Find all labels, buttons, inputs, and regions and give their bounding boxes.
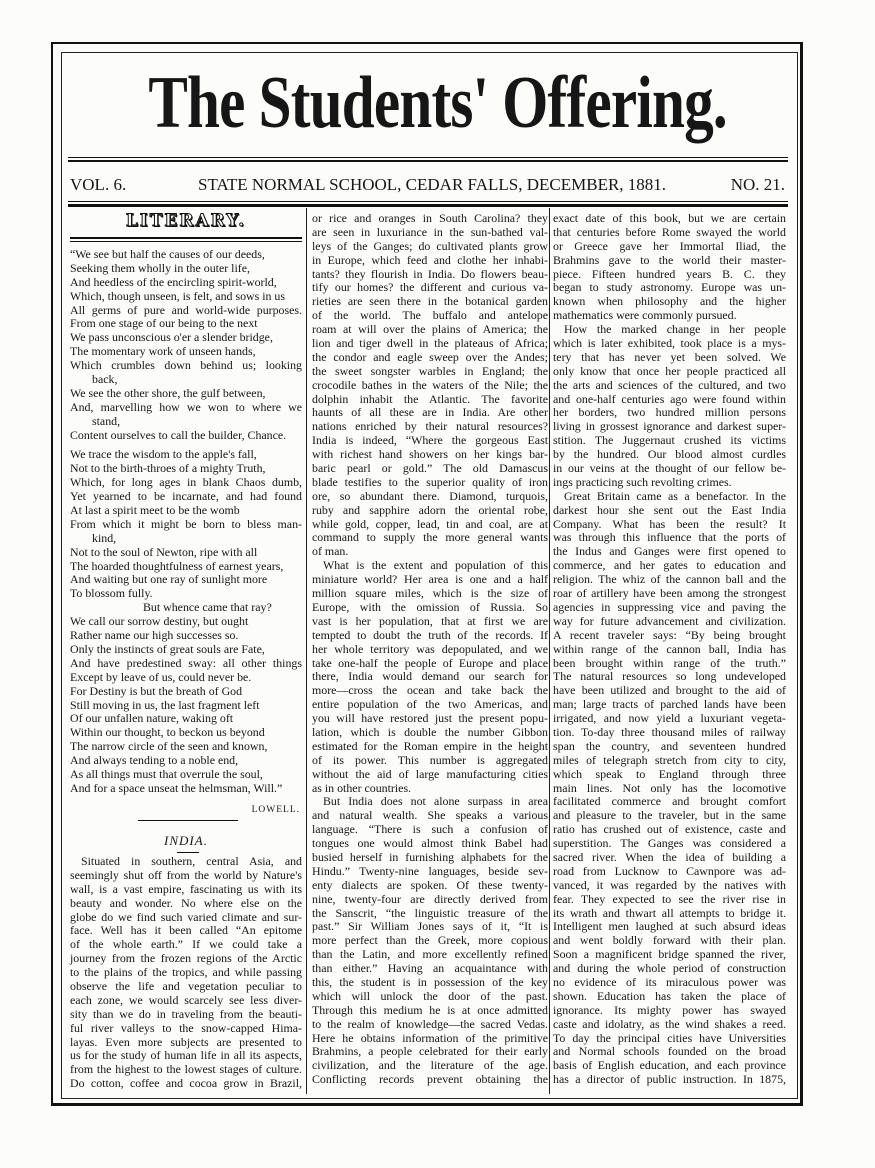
- poem-line: And always tending to a noble end,: [70, 753, 239, 768]
- text-line: vast is her population, that at first we are: [312, 613, 548, 628]
- poem-line: Content ourselves to call the builder, Chance.: [70, 427, 287, 442]
- text-line: living in grossest ignorance and darkest super-: [553, 419, 786, 434]
- text-line: India is indeed, “Where the gorgeous East: [312, 433, 548, 448]
- text-line: seemingly shut off from the world by Nature's: [70, 867, 302, 882]
- poem-line: Seeking them wholly in the outer life,: [70, 260, 250, 275]
- text-line: ratio has crushed out of existence, caste and: [553, 822, 786, 837]
- poem-line: From one stage of our being to the next: [70, 316, 258, 331]
- text-line: Brahmins, a people celebrated for their early: [312, 1044, 548, 1059]
- text-line: you will have restored just the present popu-: [312, 711, 548, 726]
- text-line: and one-half centuries ago were found within: [553, 391, 786, 406]
- section-separator: [138, 820, 238, 821]
- heading-rule-thick: [70, 237, 302, 239]
- text-line: which is later exhibited, took place is a mys-: [553, 336, 786, 351]
- text-line: was through this influence that the ports of: [553, 530, 786, 545]
- text-line: beauty and wonder. No where else on the: [70, 895, 302, 910]
- text-line: road from Lucknow to Cawnpore was ad-: [553, 863, 786, 878]
- poem-line: At last a spirit meet to be the womb: [70, 503, 240, 518]
- article-column-2: [312, 212, 548, 1087]
- poem-line: “We see but half the causes of our deeds,: [70, 247, 265, 261]
- text-line: ignorance. Its mighty power has swayed: [553, 1002, 786, 1017]
- poem-line: stand,: [92, 413, 121, 428]
- text-line: of the world. The buffalo and antelope: [312, 308, 548, 323]
- text-line: ful river valleys to the snow-capped Hima-: [70, 1020, 302, 1035]
- article-column-1: [70, 855, 302, 1091]
- poem-line: And for a space unseat the helmsman, Will.”: [70, 780, 283, 795]
- text-line: vanced, it was regarded by the natives with: [553, 877, 786, 892]
- text-line: enty dialects are spoken. Of these twenty-: [312, 877, 548, 892]
- poem-stanza: [70, 248, 302, 442]
- text-line: which will unlock the door of the past.: [312, 988, 548, 1003]
- poem-line: We see the other shore, the gulf between,: [70, 385, 266, 400]
- poem-line: From which it might be born to bless man-: [70, 516, 302, 531]
- text-line: of man.: [312, 544, 349, 559]
- text-line: caste and idolatry, as the wind shakes a reed.: [553, 1016, 786, 1031]
- text-line: miniature world? Her area is one and a half: [312, 572, 548, 587]
- text-line: exact date of this book, but we are certain: [553, 211, 786, 225]
- poem-line: Not to the birth-throes of a mighty Truth,: [70, 461, 266, 476]
- text-line: than either.” Having an acquaintance with: [312, 961, 548, 976]
- text-line: baric pearl or gold.” The old Damascus: [312, 461, 548, 476]
- text-line: more—cross the ocean and take back the: [312, 683, 548, 698]
- poem-line: Still moving in us, the last fragment left: [70, 697, 260, 712]
- poem-line: The narrow circle of the seen and known,: [70, 739, 268, 754]
- text-line: rieties are seen there in the botanical garden: [312, 294, 548, 309]
- poem-line: And heedless of the encircling spirit-world,: [70, 274, 277, 289]
- text-line: The natural resources so long undeveloped: [553, 669, 786, 684]
- text-line: this, the student is in possession of the key: [312, 974, 548, 989]
- text-line: or Greece gave her Immortal Iliad, the: [553, 238, 786, 253]
- text-line: and went boldly forward with their plan.: [553, 933, 786, 948]
- poem-line: Within our thought, to beckon us beyond: [70, 725, 265, 740]
- text-line: religion. The whiz of the cannon ball and the: [553, 572, 786, 587]
- text-line: ings practicing such revolting crimes.: [553, 474, 732, 489]
- text-line: busied herself in furnishing alphabets for the: [312, 849, 548, 864]
- poem-line: The momentary work of unseen hands,: [70, 344, 256, 359]
- text-line: stition. The Juggernaut crushed its victims: [553, 433, 786, 448]
- text-line: tants? they flourish in India. Do flowers beau-: [312, 266, 548, 281]
- text-line: darkest hour she sent out the East India: [553, 502, 786, 517]
- text-line: To day the principal cities have Universities: [553, 1030, 786, 1045]
- poem-line: For Destiny is but the breath of God: [70, 683, 243, 698]
- poem-line: We pass unconscious o'er a slender bridge,: [70, 330, 273, 345]
- text-line: the sweet songster warbles in England; the: [312, 363, 548, 378]
- text-line: Through this medium he is at once admitted: [312, 1002, 548, 1017]
- masthead-rule-top-thick: [68, 160, 788, 162]
- text-line: of its power. This number is aggregated: [312, 752, 548, 767]
- text-line: estimated for the Roman empire in the height: [312, 738, 548, 753]
- text-line: sity than we do in traveling from the beauti-: [70, 1006, 302, 1021]
- text-line: from the highest to the lowest stages of culture.: [70, 1062, 302, 1077]
- text-line: began to study astronomy. Europe was un-: [553, 280, 786, 295]
- paragraph: [312, 212, 548, 559]
- poem-line: To blossom fully.: [70, 586, 153, 601]
- text-line: A recent traveler says: “By being brought: [553, 627, 786, 642]
- paragraph: [312, 795, 548, 1087]
- heading-rule-thin: [70, 241, 302, 242]
- masthead-rule-top-thin: [68, 157, 788, 158]
- text-line: globe do we find such varied climate and sur-: [70, 909, 302, 924]
- text-line: in our veins at the thought of our fellow be-: [553, 461, 786, 476]
- article-title-india: INDIA.: [164, 833, 208, 848]
- text-line: observe the life and vegetation peculiar to: [70, 979, 302, 994]
- text-line: or rice and oranges in South Carolina? they: [312, 211, 548, 225]
- text-line: take one-half the people of Europe and place: [312, 655, 548, 670]
- text-line: have been utilized and brought to the aid of: [553, 683, 786, 698]
- text-line: Hindu.” Twenty-nine languages, beside sev-: [312, 863, 548, 878]
- text-line: tion. To-day three thousand miles of railway: [553, 724, 786, 739]
- poem-line: kind,: [92, 530, 117, 545]
- text-line: piece. Fifteen hundred years B. C. they: [553, 266, 786, 281]
- text-line: which speak to England through three: [553, 766, 786, 781]
- poem-author: LOWELL.: [251, 805, 300, 815]
- text-line: to the realm of knowledge—the sacred Vedas.: [312, 1016, 548, 1031]
- poem-line: All germs of pure and world-wide purposes.: [70, 302, 302, 317]
- text-line: and natural wealth. She speaks a various: [312, 808, 548, 823]
- text-line: Here he obtains information of the primitive: [312, 1030, 548, 1045]
- volume-label: VOL. 6.: [70, 175, 127, 194]
- text-line: tempted to doubt the truth of the records. If: [312, 627, 548, 642]
- text-line: fear. They expected to see the river rise in: [553, 891, 786, 906]
- text-line: haunts of all these are in India. Are other: [312, 405, 548, 420]
- text-line: as in other countries.: [312, 780, 412, 795]
- poem-line: And waiting but one ray of sunlight more: [70, 572, 268, 587]
- text-line: with richest hand showers on her kings bar-: [312, 447, 548, 462]
- text-line: ore, so abundant there. Diamond, turquois,: [312, 488, 548, 503]
- text-line: miles of telegraph stretch from city to city,: [553, 752, 786, 767]
- poem-line: But whence came that ray?: [143, 600, 272, 615]
- text-line: in Europe, which feed and clothe her inhabi-: [312, 252, 548, 267]
- text-line: But India does not alone surpass in area: [323, 794, 548, 809]
- text-line: the arts and sciences of the cultured, and two: [553, 377, 786, 392]
- column-divider: [306, 208, 307, 1094]
- text-line: within range of the cannon ball, India has: [553, 641, 786, 656]
- text-line: nations enriched by their natural resources?: [312, 419, 548, 434]
- newspaper-title: The Students' Offering.: [148, 62, 727, 144]
- text-line: journey from the frozen regions of the Arctic: [70, 951, 302, 966]
- title-underline: [177, 852, 199, 853]
- text-line: command to supply the more general wants: [312, 530, 548, 545]
- text-line: by the hundred. Our blood almost curdles: [553, 447, 786, 462]
- paragraph: [312, 559, 548, 795]
- masthead-rule-bottom-thin: [68, 201, 788, 202]
- text-line: the Indus and Ganges were first opened to: [553, 544, 786, 559]
- text-line: to the plains of the tropics, and while passing: [70, 965, 302, 980]
- text-line: lation, which is double the number Gibbon: [312, 724, 548, 739]
- text-line: the condor and eagle sweep over the Andes;: [312, 349, 548, 364]
- text-line: has a director of public instruction. In 1875,: [553, 1072, 786, 1087]
- text-line: Do cotton, coffee and cocoa grow in Brazil,: [70, 1076, 302, 1091]
- text-line: shown. Education has taken the place of: [553, 988, 786, 1003]
- text-line: mathematics were commonly pursued.: [553, 308, 737, 323]
- text-line: Company. What has been the result? It: [553, 516, 786, 531]
- text-line: leys of the Ganges; do cultivated plants grow: [312, 238, 548, 253]
- text-line: past.” Sir William Jones says of it, “It is: [312, 919, 548, 934]
- paragraph: [553, 323, 786, 490]
- poem-line: Which, though unseen, is felt, and sows in us: [70, 288, 285, 303]
- text-line: there, India would demand our search for: [312, 669, 548, 684]
- text-line: her whole territory was depopulated, and we: [312, 641, 548, 656]
- text-line: each zone, we would scarcely see less diver-: [70, 992, 302, 1007]
- poem-line: Which, for long ages in blank Chaos dumb,: [70, 475, 302, 490]
- text-line: been brought within range of the truth.”: [553, 655, 786, 670]
- column-divider: [549, 208, 550, 1094]
- text-line: dolphin inhabit the Atlantic. The favorite: [312, 391, 548, 406]
- text-line: layas. Even more subjects are presented to: [70, 1034, 302, 1049]
- poem-line: Only the instincts of great souls are Fate,: [70, 641, 265, 656]
- text-line: main lines. Not only has the locomotive: [553, 780, 786, 795]
- section-heading-literary: LITERARY.: [125, 211, 247, 231]
- text-line: Soon a magnificent bridge spanned the river,: [553, 947, 786, 962]
- poem: [70, 248, 302, 802]
- poem-line: The hoarded thoughtfulness of earnest years,: [70, 558, 284, 573]
- text-line: way for future advancement and civilization.: [553, 613, 786, 628]
- text-line: without the aid of large manufacturing cities: [312, 766, 548, 781]
- text-line: agencies in suppressing vice and paving the: [553, 599, 786, 614]
- text-line: are seen in luxuriance in the sun-bathed val-: [312, 224, 548, 239]
- text-line: How the marked change in her people: [564, 322, 786, 337]
- text-line: only know that once her people practiced all: [553, 363, 786, 378]
- text-line: the Sanscrit, “the linguistic treasure of the: [312, 905, 548, 920]
- poem-stanza: [70, 448, 302, 795]
- text-line: Brahmins gave to the world their master-: [553, 252, 786, 267]
- text-line: Situated in southern, central Asia, and: [81, 854, 302, 868]
- text-line: superstition. The Ganges was considered a: [553, 836, 786, 851]
- article-column-3: [553, 212, 786, 1087]
- text-line: than the Latin, and more excellently refined: [312, 947, 548, 962]
- text-line: of the whole earth.” If we could take a: [70, 937, 302, 952]
- text-line: Intelligent men laughed at such absurd ideas: [553, 919, 786, 934]
- text-line: sacred river. When the idea of building a: [553, 849, 786, 864]
- poem-line: back,: [92, 372, 118, 387]
- text-line: Great Britain came as a benefactor. In the: [564, 488, 786, 503]
- text-line: irrigated, and now yield a luxuriant vegeta-: [553, 711, 786, 726]
- text-line: ruby and sapphire adorn the oriental robe,: [312, 502, 548, 517]
- text-line: language. “There is such a confusion of: [312, 822, 548, 837]
- paragraph: [70, 855, 302, 1091]
- text-line: commerce, and her gates to education and: [553, 558, 786, 573]
- text-line: Europe, with the omission of Russia. So: [312, 599, 548, 614]
- poem-line: And, marvelling how we won to where we: [70, 399, 302, 414]
- publication-line: STATE NORMAL SCHOOL, CEDAR FALLS, DECEMBER, 1881.: [198, 175, 667, 194]
- poem-line: Not to the soul of Newton, ripe with all: [70, 544, 258, 559]
- text-line: and pleasure to the traveler, but in the same: [553, 808, 786, 823]
- text-line: known when philosophy and the higher: [553, 294, 786, 309]
- text-line: facilitated commerce and brought comfort: [553, 794, 786, 809]
- text-line: her borders, two hundred million persons: [553, 405, 786, 420]
- text-line: civilization, and the literature of the age.: [312, 1058, 548, 1073]
- text-line: lion and tiger dwell in the plateaus of Africa;: [312, 336, 548, 351]
- text-line: face. Well has it been called “An epitome: [70, 923, 302, 938]
- poem-line: Except by leave of us, could never be.: [70, 669, 252, 684]
- text-line: nine, twenty-four are directly derived from: [312, 891, 548, 906]
- text-line: Conflicting records prevent obtaining the: [312, 1072, 548, 1087]
- text-line: span the country, and seventeen hundred: [553, 738, 786, 753]
- paragraph: [553, 212, 786, 323]
- text-line: tery that has never yet been solved. We: [553, 349, 786, 364]
- poem-line: We call our sorrow destiny, but ought: [70, 614, 249, 629]
- text-line: wall, is a vast empire, fascinating us with its: [70, 881, 302, 896]
- text-line: and during the whole period of construction: [553, 961, 786, 976]
- text-line: What is the extent and population of this: [323, 558, 548, 573]
- poem-line: Rather name our high successes so.: [70, 628, 239, 643]
- poem-line: Yet yearned to be incarnate, and had found: [70, 489, 302, 504]
- text-line: crocodile bathes in the waters of the Nile; the: [312, 377, 548, 392]
- issue-number: NO. 21.: [730, 175, 785, 194]
- text-line: roam at will over the plains of America; the: [312, 322, 548, 337]
- text-line: us for the study of human life in all its aspects,: [70, 1048, 302, 1063]
- text-line: million square miles, which is the size of: [312, 586, 548, 601]
- poem-line: We trace the wisdom to the apple's fall,: [70, 447, 257, 462]
- text-line: basis of English education, and each province: [553, 1058, 786, 1073]
- text-line: man; large tracts of parched lands have been: [553, 697, 786, 712]
- text-line: that centuries before Rome swayed the world: [553, 224, 786, 239]
- text-line: while gold, copper, lead, tin and coal, are at: [312, 516, 548, 531]
- poem-line: Which crumbles down behind us; looking: [70, 358, 302, 373]
- text-line: no evidence of its miraculous power was: [553, 974, 786, 989]
- text-line: its wrath and thwart all attempts to bridge it.: [553, 905, 786, 920]
- masthead-rule-bottom-thick: [68, 204, 788, 207]
- text-line: roar of artillery have been among the strongest: [553, 586, 786, 601]
- text-line: tongues one would almost think Babel had: [312, 836, 548, 851]
- paragraph: [553, 490, 786, 1087]
- text-line: and Normal schools founded on the broad: [553, 1044, 786, 1059]
- text-line: more perfect than the Greek, more copious: [312, 933, 548, 948]
- text-line: entire population of the two Americas, and: [312, 697, 548, 712]
- newspaper-masthead: [0, 58, 875, 148]
- poem-line: As all things must that overrule the soul,: [70, 766, 263, 781]
- text-line: blade testifies to the superior quality of iron: [312, 474, 548, 489]
- poem-line: Of our unfallen nature, waking oft: [70, 711, 234, 726]
- text-line: tify our homes? the different and curious va-: [312, 280, 548, 295]
- poem-line: And have predestined sway: all other things: [70, 655, 302, 670]
